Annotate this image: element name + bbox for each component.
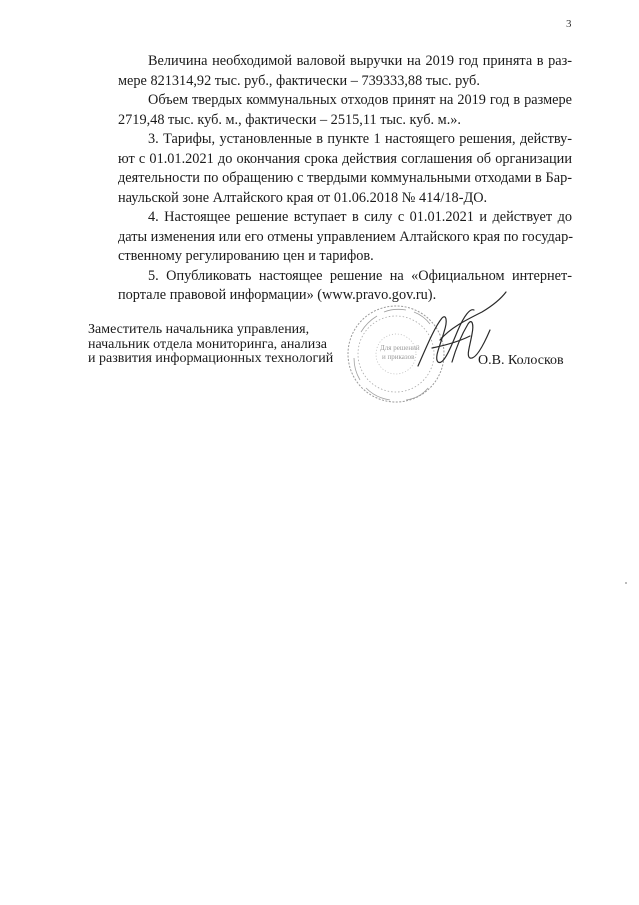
stamp-text: Для решений [380, 344, 420, 352]
paragraph-revenue [88, 52, 572, 91]
paragraph-waste-volume [88, 91, 572, 130]
scan-speck [625, 582, 627, 584]
position-line: Заместитель начальника управления, [88, 322, 310, 337]
text-line: 2719,48 тыс. куб. м., фактически – 2515,11 тыс. куб. м.». [118, 111, 462, 128]
page-number: 3 [566, 18, 572, 30]
text-line: Величина необходимой валовой выручки на 2019 год принята в раз- [148, 53, 572, 69]
text-line: деятельности по обращению с твердыми коммунальными отходами в Бар- [118, 170, 572, 186]
text-line: 5. Опубликовать настоящее решение на «Официальном интернет- [148, 267, 572, 284]
text-line: ют с 01.01.2021 до окончания срока действия соглашения об организации [118, 150, 572, 167]
paragraph-item-3 [88, 130, 572, 208]
text-line: наульской зоне Алтайского края от 01.06.2018 № 414/18-ДО. [118, 189, 488, 206]
position-line: и развития информационных технологий [88, 351, 334, 366]
text-line: 4. Настоящее решение вступает в силу с 01.01.2021 и действует до [148, 209, 572, 225]
text-line: мере 821314,92 тыс. руб., фактически – 739333,88 тыс. руб. [118, 72, 480, 89]
signatory-name: О.В. Колосков [478, 353, 564, 368]
text-line: ственному регулированию цен и тарифов. [118, 248, 374, 264]
signatory-position [88, 323, 333, 367]
text-line: даты изменения или его отмены управлением Алтайского края по государ- [118, 228, 573, 245]
document-body [88, 52, 572, 306]
stamp-text: и приказов [382, 353, 415, 361]
text-line: Объем твердых коммунальных отходов принят на 2019 год в размере [148, 92, 572, 108]
text-line: портале правовой информации» (www.pravo.gov.ru). [118, 287, 437, 303]
position-line: начальник отдела мониторинга, анализа [88, 336, 327, 352]
text-line: 3. Тарифы, установленные в пункте 1 настоящего решения, действу- [148, 131, 572, 147]
paragraph-item-4 [88, 208, 572, 267]
